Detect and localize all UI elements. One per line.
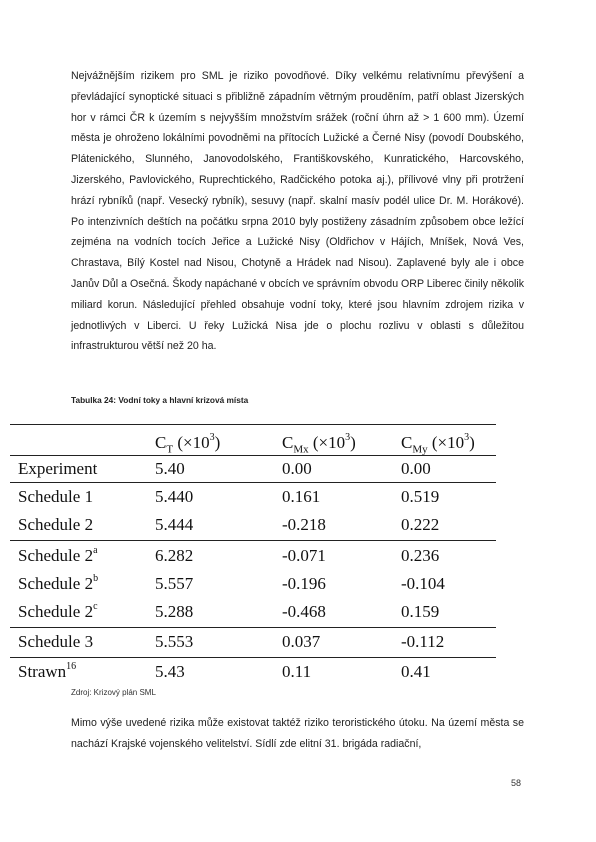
table-header-row [10, 431, 496, 455]
cell-cmy: 0.159 [401, 602, 440, 621]
cell-ct: 5.440 [155, 487, 194, 506]
header-cmx: $C_{Mx}$ $(\times 10^3)$ [282, 432, 356, 456]
cell-ct: 5.557 [155, 574, 194, 593]
cell-cmx: -0.071 [282, 546, 326, 565]
cell-ct: 5.444 [155, 515, 194, 534]
table-rule [10, 627, 496, 628]
table-source: Zdroj: Krizový plán SML [71, 688, 156, 697]
cell-cmy: 0.00 [401, 459, 431, 478]
table-row [10, 572, 496, 596]
row-label: Strawn$^{16}$ [18, 661, 77, 681]
row-label: Schedule 2$^a$ [18, 545, 98, 565]
cell-cmy: 0.519 [401, 487, 440, 506]
table-caption: Tabulka 24: Vodní toky a hlavní krizová místa [71, 395, 249, 405]
table-row [10, 660, 496, 684]
table-row [10, 513, 496, 537]
row-label: Schedule 2 [18, 515, 94, 534]
cell-ct: 5.43 [155, 662, 185, 681]
cell-cmx: 0.161 [282, 487, 321, 506]
paragraph-terror-risk: Mimo výše uvedené rizika může existovat taktéž riziko teroristického útoku. Na území města se nachází Krajské vojenského velitelství. Sídlí zde elitní 31. brigáda radiační, [71, 717, 524, 750]
table-row [10, 457, 496, 481]
cell-cmy: -0.104 [401, 574, 445, 593]
table-rule [10, 657, 496, 658]
table-row [10, 485, 496, 509]
cell-ct: 5.40 [155, 459, 185, 478]
page-number: 58 [511, 778, 522, 788]
paragraph-flood-risk: Nejvážnějším rizikem pro SML je riziko povodňové. Díky velkému relativnímu převýšení a převládající synoptické situaci s přibližně západním větrným prouděním, patří oblast Jizerských hor v rámci ČR k územím s nejvyšším množstvím srážek (roční úhrn až > 1 600 mm). Území města je ohroženo lokálními povodněmi na přítocích Lužické a Černé Nisy (povodí Doubského, Plátenického, Slunného, Janovodolského, Františkovského, Kunratického, Harcovského, Jizerského, Pavlovického, Ruprechtického, Radčického potoka aj.), přílivové vlny při protržení hrází rybníků (např. Vesecký rybník), sesuvy (např. skalní masív podél ulice Dr. M. Horákové). Po intenzivních deštích na počátku srpna 2010 byly postiženy zásadním způsobem obce ležící zejména na vodních tocích Jeřice a Lužické Nisy (Oldřichov v Hájích, Mníšek, Nová Ves, Chrastava, Bílý Kostel nad Nisou, Chotyně a Hrádek nad Nisou). Zaplavené byly ale i obce Janův Důl a Osečná. Škody napáchané v obcích ve správním obvodu ORP Liberec činily několik miliard korun. Následující přehled obsahuje vodní toky, které jsou hlavním zdrojem rizika v jednotlivých v Liberci. U řeky Lužická Nisa jde o plochu rozlivu v oblasti s důležitou infrastrukturou větší než 20 ha. [71, 70, 524, 353]
data-table [10, 424, 496, 689]
cell-cmx: -0.196 [282, 574, 326, 593]
cell-cmy: 0.222 [401, 515, 440, 534]
table-row [10, 600, 496, 624]
row-label: Schedule 2$^c$ [18, 601, 98, 621]
cell-cmx: 0.037 [282, 632, 321, 651]
cell-cmx: -0.468 [282, 602, 326, 621]
row-label: Schedule 1 [18, 487, 94, 506]
row-label: Schedule 3 [18, 632, 94, 651]
cell-ct: 5.553 [155, 632, 194, 651]
row-label: Schedule 2$^b$ [18, 573, 99, 593]
cell-ct: 6.282 [155, 546, 194, 565]
cell-cmy: 0.41 [401, 662, 431, 681]
cell-cmx: 0.00 [282, 459, 312, 478]
cell-cmy: -0.112 [401, 632, 445, 651]
table-rule-top [10, 424, 496, 425]
row-label: Experiment [18, 459, 98, 478]
table-rule-header [10, 455, 496, 456]
cell-cmy: 0.236 [401, 546, 440, 565]
table-rule [10, 482, 496, 483]
table-row [10, 630, 496, 654]
cell-cmx: 0.11 [282, 662, 312, 681]
header-ct: $C_T$ $(\times 10^3)$ [155, 432, 221, 456]
cell-ct: 5.288 [155, 602, 194, 621]
table-row [10, 544, 496, 568]
table-rule [10, 540, 496, 541]
cell-cmx: -0.218 [282, 515, 326, 534]
header-cmy: $C_{My}$ $(\times 10^3)$ [401, 432, 475, 456]
